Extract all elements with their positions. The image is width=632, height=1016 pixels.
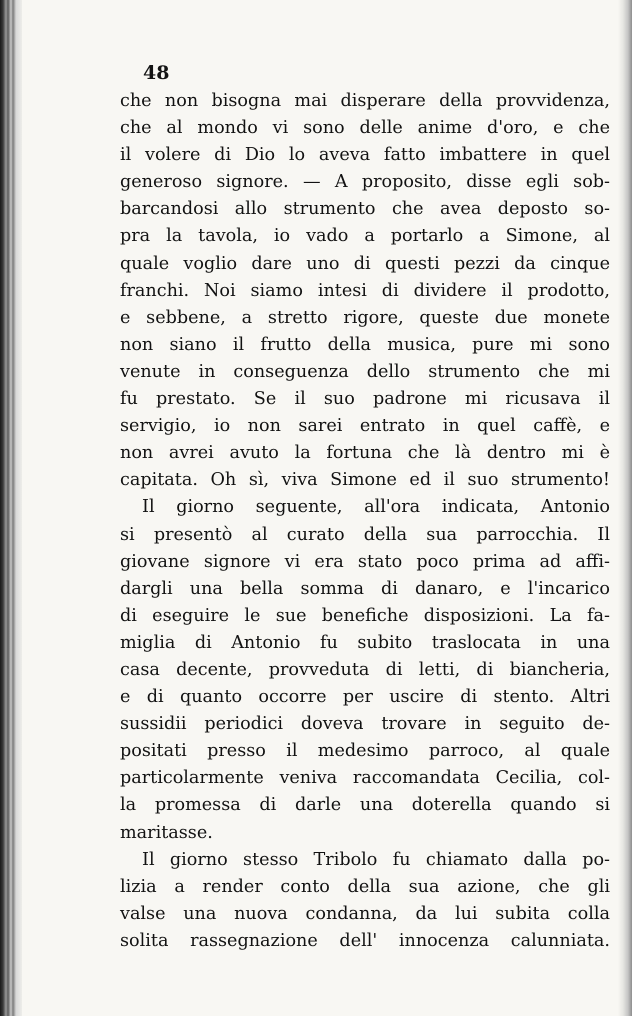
text-line: generoso signore. — A proposito, disse egli sob- bbox=[120, 172, 610, 193]
text-line: Il giorno seguente, all'ora indicata, Antonio bbox=[142, 497, 610, 518]
text-line: valse una nuova condanna, da lui subita colla bbox=[120, 903, 610, 924]
text-line: giovane signore vi era stato poco prima ad affi- bbox=[120, 551, 610, 572]
text-line: franchi. Noi siamo intesi di dividere il prodotto, bbox=[120, 280, 610, 301]
text-line: positati presso il medesimo parroco, al quale bbox=[120, 741, 610, 762]
text-line: capitata. Oh sì, viva Simone ed il suo strumento! bbox=[120, 470, 610, 491]
text-line: e di quanto occorre per uscire di stento. Altri bbox=[120, 687, 610, 708]
text-line: miglia di Antonio fu subito traslocata in una bbox=[120, 632, 610, 653]
page-outer-edge bbox=[618, 0, 632, 1016]
text-line: che al mondo vi sono delle anime d'oro, e che bbox=[120, 118, 610, 139]
text-line: particolarmente veniva raccomandata Cecilia, col- bbox=[120, 768, 610, 789]
text-line: lizia a render conto della sua azione, che gli bbox=[120, 876, 610, 897]
text-line: quale voglio dare uno di questi pezzi da cinque bbox=[120, 253, 610, 274]
text-line: non siano il frutto della musica, pure mi sono bbox=[120, 334, 610, 355]
text-line: barcandosi allo strumento che avea deposto so- bbox=[120, 199, 610, 220]
text-line: la promessa di darle una doterella quando si bbox=[120, 795, 610, 816]
text-line: sussidii periodici doveva trovare in seguito de- bbox=[120, 714, 610, 735]
text-line: fu prestato. Se il suo padrone mi ricusava il bbox=[120, 389, 610, 410]
text-line: il volere di Dio lo aveva fatto imbattere in quel bbox=[120, 145, 610, 166]
text-line: di eseguire le sue benefiche disposizioni. La fa- bbox=[120, 605, 610, 626]
text-line: e sebbene, a stretto rigore, queste due monete bbox=[120, 307, 610, 328]
text-line: pra la tavola, io vado a portarlo a Simone, al bbox=[120, 226, 610, 247]
text-line: casa decente, provveduta di letti, di biancheria, bbox=[120, 659, 610, 680]
text-line: dargli una bella somma di danaro, e l'incarico bbox=[120, 578, 610, 599]
body-text bbox=[120, 88, 610, 955]
text-line: Il giorno stesso Tribolo fu chiamato dalla po- bbox=[142, 849, 610, 870]
text-line: maritasse. bbox=[120, 822, 213, 843]
text-line: servigio, io non sarei entrato in quel caffè, e bbox=[120, 416, 610, 437]
text-line: solita rassegnazione dell' innocenza calunniata. bbox=[120, 930, 610, 951]
text-line: si presentò al curato della sua parrocchia. Il bbox=[120, 524, 610, 545]
text-line: che non bisogna mai disperare della provvidenza, bbox=[120, 91, 610, 111]
page-binding-edge bbox=[0, 0, 22, 1016]
text-line: venute in conseguenza dello strumento che mi bbox=[120, 361, 610, 382]
text-line: non avrei avuto la fortuna che là dentro mi è bbox=[120, 443, 610, 464]
page-number: 48 bbox=[143, 62, 170, 84]
